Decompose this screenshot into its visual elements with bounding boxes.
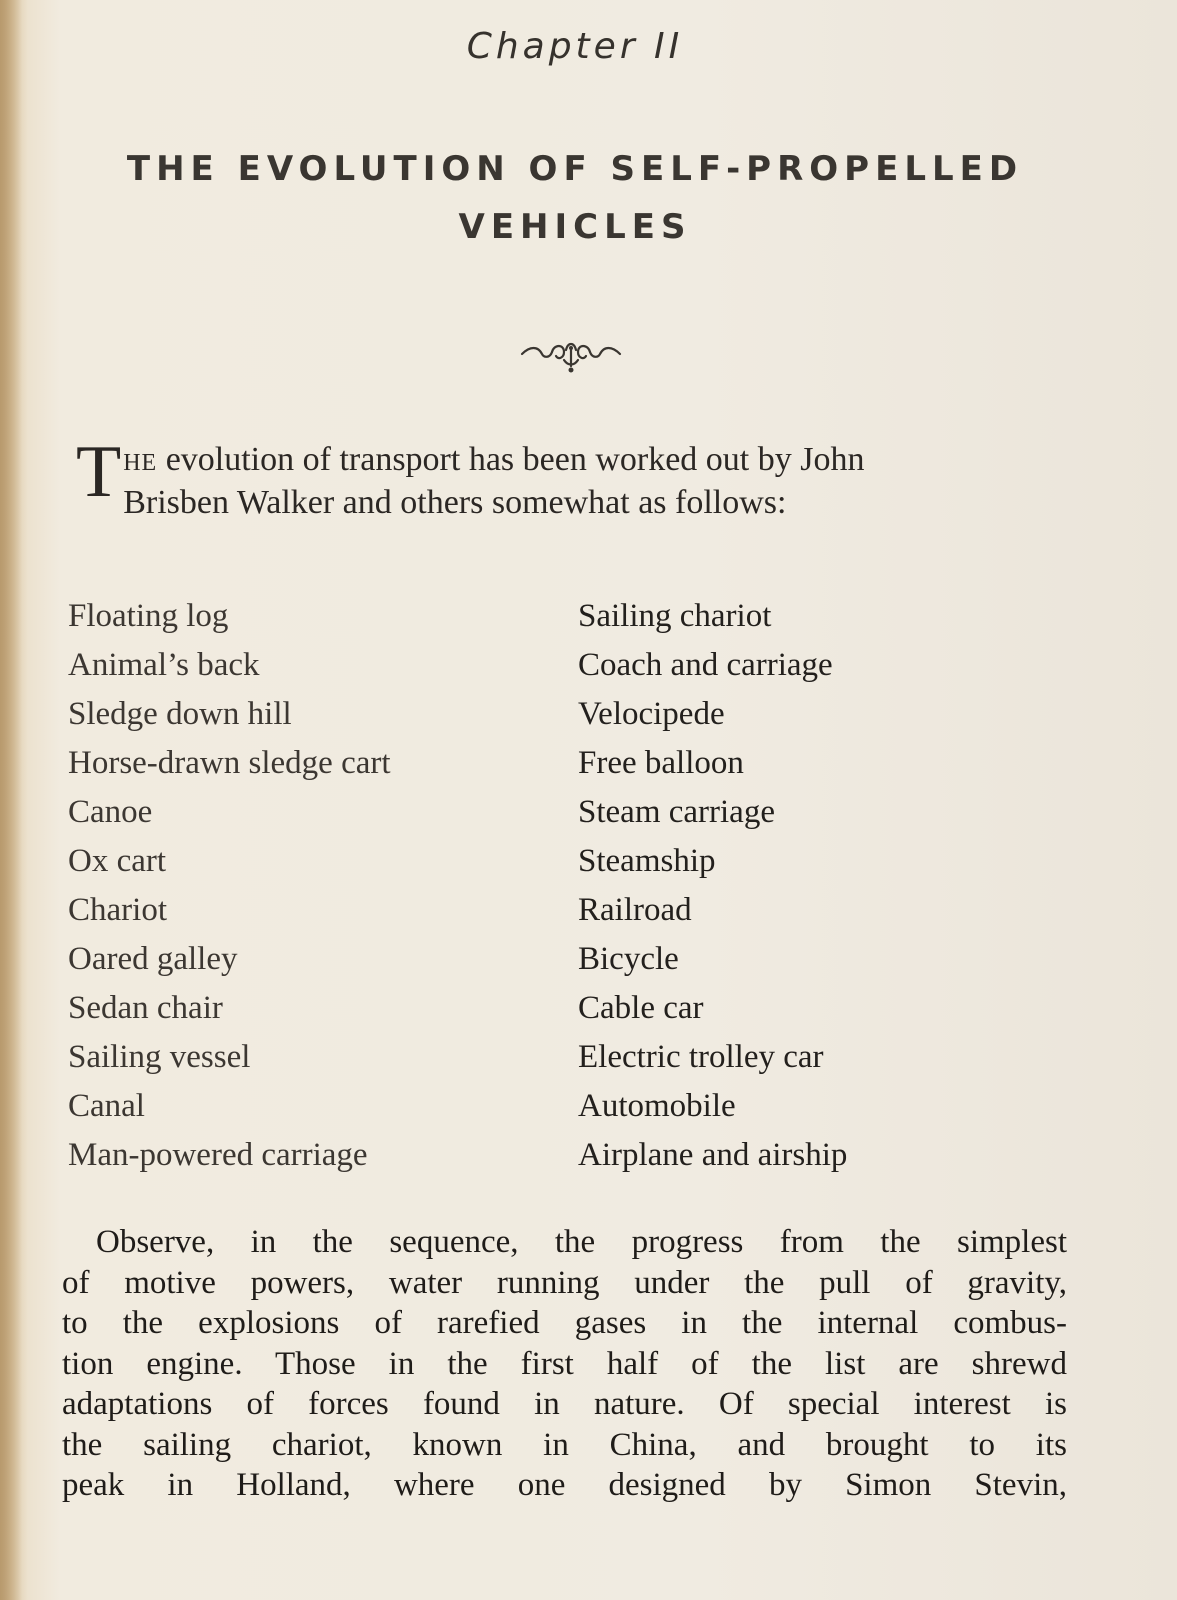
list-item: Steam carriage	[578, 794, 775, 830]
paragraph-line: peak in Holland, where one designed by Simon Stevin,	[62, 1467, 1067, 1503]
list-item: Sedan chair	[68, 990, 223, 1026]
list-item: Railroad	[578, 892, 692, 928]
list-item: Floating log	[68, 598, 229, 634]
list-item: Canal	[68, 1088, 145, 1124]
chapter-title	[90, 140, 1060, 256]
list-item: Velocipede	[578, 696, 725, 732]
list-item: Oared galley	[68, 941, 238, 977]
book-spine-shadow	[0, 0, 22, 1600]
list-item: Airplane and airship	[578, 1137, 848, 1173]
list-item: Chariot	[68, 892, 167, 928]
list-item: Bicycle	[578, 941, 679, 977]
paragraph-line: adaptations of forces found in nature. Of special interest is	[62, 1386, 1067, 1422]
paragraph-line: tion engine. Those in the first half of the list are shrewd	[62, 1345, 1067, 1382]
intro-paragraph	[76, 431, 1076, 523]
fleuron-ornament-icon	[516, 336, 626, 376]
chapter-title-line-2: VEHICLES	[458, 207, 692, 247]
paragraph-line: to the explosions of rarefied gases in the internal combus-	[62, 1305, 1067, 1341]
list-item: Sailing vessel	[68, 1039, 251, 1075]
drop-cap: T	[76, 431, 122, 513]
list-item: Man-powered carriage	[68, 1137, 368, 1173]
list-item: Animal’s back	[68, 647, 260, 683]
list-item: Automobile	[578, 1088, 736, 1124]
vehicle-list-left	[68, 592, 538, 1180]
list-item: Sailing chariot	[578, 598, 772, 634]
list-item: Steamship	[578, 843, 716, 879]
body-paragraph	[62, 1222, 1067, 1506]
list-item: Free balloon	[578, 745, 744, 781]
list-item: Electric trolley car	[578, 1039, 824, 1075]
list-item: Cable car	[578, 990, 704, 1026]
list-item: Canoe	[68, 794, 153, 830]
paragraph-line: Observe, in the sequence, the progress from the simplest	[96, 1224, 1067, 1260]
intro-smallcaps: HE	[123, 450, 158, 476]
paragraph-line: of motive powers, water running under the pull of gravity,	[62, 1264, 1067, 1301]
chapter-title-line-1: THE EVOLUTION OF SELF-PROPELLED	[126, 149, 1024, 189]
list-item: Ox cart	[68, 843, 167, 879]
vehicle-list-right	[578, 592, 1098, 1180]
list-item: Sledge down hill	[68, 696, 292, 732]
list-item: Coach and carriage	[578, 647, 833, 683]
paragraph-line: the sailing chariot, known in China, and brought to its	[62, 1426, 1067, 1463]
intro-line-2: Brisben Walker and others somewhat as follows:	[123, 484, 787, 521]
chapter-label: Chapter II	[466, 26, 684, 67]
list-item: Horse-drawn sledge cart	[68, 745, 391, 781]
intro-line-1: evolution of transport has been worked out by John	[157, 441, 865, 478]
